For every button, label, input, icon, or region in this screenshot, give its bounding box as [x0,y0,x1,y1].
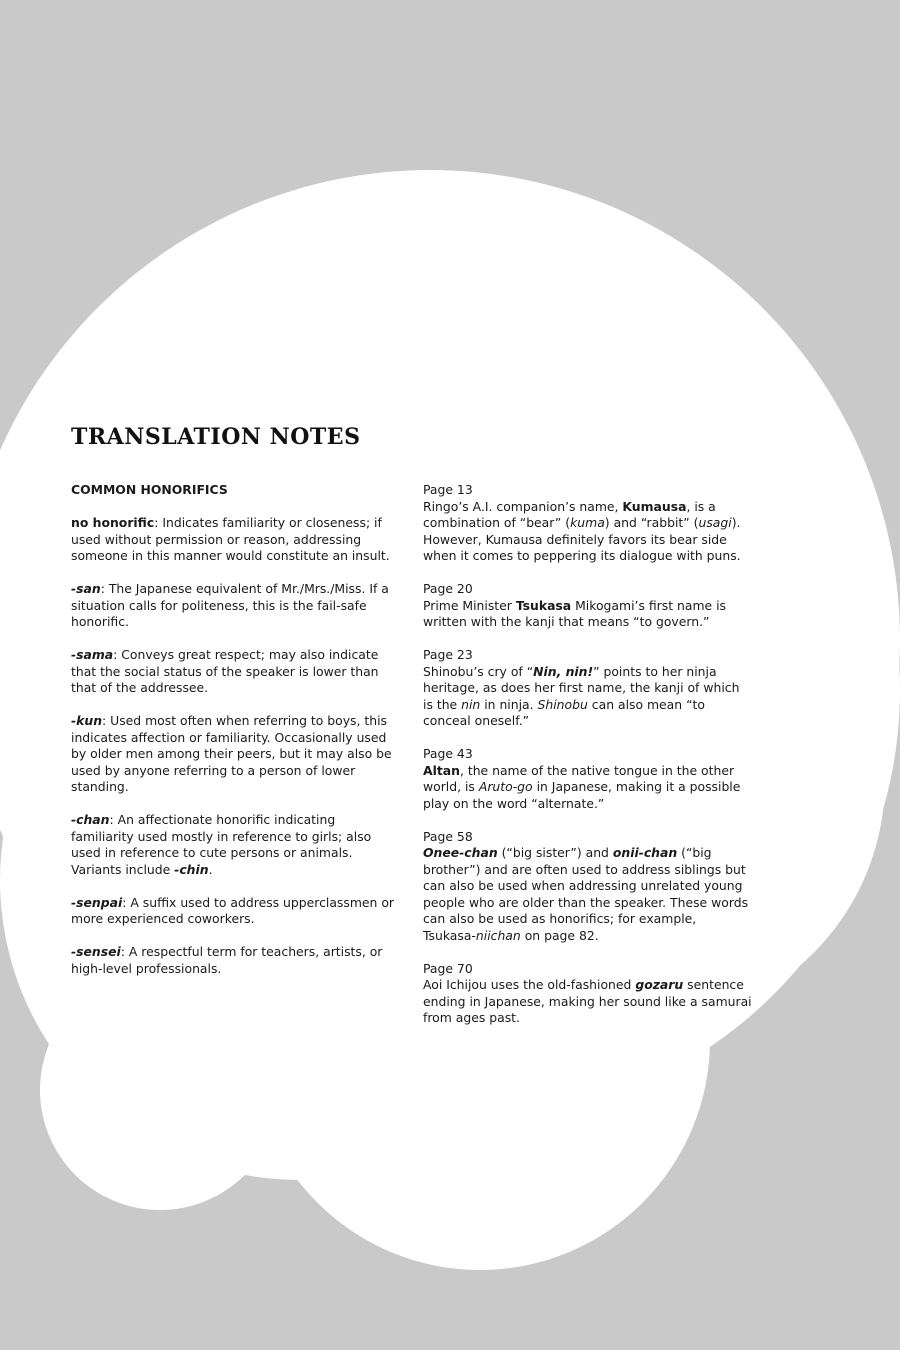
honorific-entry: -san: The Japanese equivalent of Mr./Mrs./Miss. If a situation calls for politeness, this is the fail-safe honorific. [71,581,389,629]
note-page-23: Page 23 Shinobu’s cry of “Nin, nin!” points to her ninja heritage, as does her first name, the kanji of which is the nin in ninja. Shinobu can also mean “to conceal oneself.” [423,647,753,730]
honorific-entry: no honorific: Indicates familiarity or closeness; if used without permission or reason, addressing someone in this manner would constitute an insult. [71,515,390,563]
honorific-entry: -sensei: A respectful term for teachers, artists, or high-level professionals. [71,944,383,976]
honorific-entry: -senpai: A suffix used to address upperclassmen or more experienced coworkers. [71,894,394,926]
honorifics-heading: COMMON HONORIFICS [71,482,228,497]
note-page-label: Page 43 [423,746,473,761]
honorific-entry: -sama: Conveys great respect; may also indicate that the social status of the speaker is lower than that of the addressee. [71,647,379,695]
note-page-58: Page 58 Onee-chan (“big sister”) and onii-chan (“big brother”) and are often used to address siblings but can also be used when addressing unrelated young people who are older than the speaker. These words can also be used as honorifics; for example, Tsukasa-niichan on page 82. [423,829,753,945]
note-page-43: Page 43 Altan, the name of the native tongue in the other world, is Aruto-go in Japanese, making it a possible play on the word “alternate.” [423,746,753,812]
honorific-entry: -kun: Used most often when referring to boys, this indicates affection or familiarity. Occasionally used by older men among their peers, but it may also be used by anyone referring to a person of lower standing. [71,713,392,794]
note-page-label: Page 70 [423,960,473,976]
note-page-20: Page 20 Prime Minister Tsukasa Mikogami’s first name is written with the kanji that means “to govern.” [423,581,753,631]
note-page-13: Page 13 Ringo’s A.I. companion’s name, Kumausa, is a combination of “bear” (kuma) and “rabbit” (usagi). However, Kumausa definitely favors its bear side when it comes to peppering its dialogue with puns. [423,482,753,565]
honorifics-column [71,482,396,994]
note-page-label: Page 23 [423,647,473,662]
honorific-entry: -chan: An affectionate honorific indicating familiarity used mostly in reference to girls; also used in reference to cute persons or animals. Variants include -chin. [71,812,372,877]
note-page-70: Page 70 Aoi Ichijou uses the old-fashioned gozaru sentence ending in Japanese, making her sound like a samurai from ages past. [423,960,752,1025]
note-page-label: Page 58 [423,828,473,844]
note-page-label: Page 20 [423,581,473,596]
page-title: TRANSLATION NOTES [71,424,361,450]
note-page-label: Page 13 [423,482,473,497]
page-notes-column [423,482,753,1043]
